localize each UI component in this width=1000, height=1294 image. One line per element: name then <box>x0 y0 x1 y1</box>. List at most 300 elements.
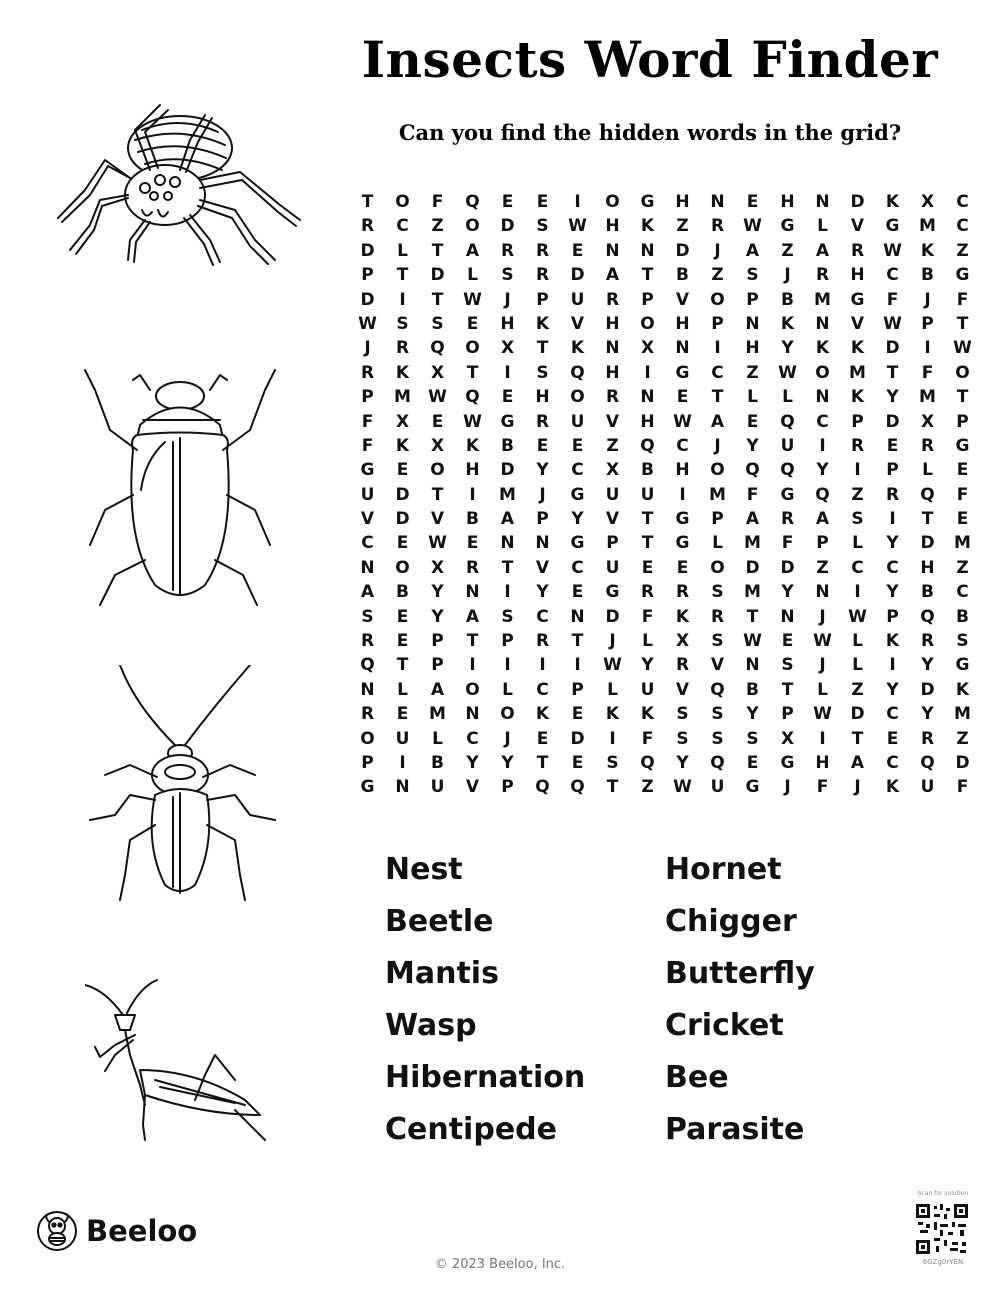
grid-letter[interactable]: R <box>920 631 935 652</box>
grid-letter[interactable]: K <box>570 338 585 359</box>
grid-letter[interactable]: Q <box>535 777 550 798</box>
grid-letter[interactable]: C <box>956 192 969 212</box>
grid-letter[interactable]: Y <box>571 509 584 530</box>
grid-letter[interactable]: V <box>360 509 375 530</box>
grid-letter[interactable]: C <box>676 435 689 456</box>
grid-letter[interactable]: C <box>886 704 899 725</box>
grid-letter[interactable]: Q <box>570 777 585 798</box>
grid-letter[interactable]: U <box>605 557 620 578</box>
grid-letter[interactable]: F <box>431 192 444 212</box>
grid-letter[interactable]: Y <box>781 582 794 603</box>
grid-letter[interactable]: H <box>815 752 830 773</box>
grid-letter[interactable]: E <box>501 192 514 212</box>
grid-letter[interactable]: M <box>849 362 866 383</box>
qr-code-icon[interactable] <box>914 1202 970 1256</box>
grid-letter[interactable]: X <box>780 728 795 749</box>
grid-letter[interactable]: V <box>465 777 480 798</box>
grid-letter[interactable]: E <box>396 631 409 652</box>
grid-letter[interactable]: H <box>605 362 620 383</box>
grid-letter[interactable]: P <box>361 387 374 408</box>
grid-letter[interactable]: A <box>815 240 830 261</box>
grid-letter[interactable]: N <box>815 582 830 603</box>
grid-letter[interactable]: N <box>640 387 655 408</box>
grid-letter[interactable]: L <box>502 679 513 700</box>
grid-letter[interactable]: Z <box>781 240 794 261</box>
grid-letter[interactable]: D <box>920 679 935 700</box>
grid-letter[interactable]: K <box>885 777 900 798</box>
grid-letter[interactable]: E <box>396 704 409 725</box>
grid-letter[interactable]: M <box>954 533 971 554</box>
grid-letter[interactable]: D <box>780 557 795 578</box>
grid-letter[interactable]: M <box>919 387 936 408</box>
grid-letter[interactable]: C <box>536 606 549 627</box>
grid-letter[interactable]: E <box>466 533 479 554</box>
grid-letter[interactable]: S <box>431 313 444 334</box>
grid-letter[interactable]: E <box>571 704 584 725</box>
grid-letter[interactable]: I <box>504 582 511 603</box>
grid-letter[interactable]: U <box>430 777 445 798</box>
grid-letter[interactable]: R <box>710 606 725 627</box>
grid-letter[interactable]: R <box>465 557 480 578</box>
grid-letter[interactable]: K <box>955 679 970 700</box>
grid-letter[interactable]: O <box>465 679 480 700</box>
grid-letter[interactable]: X <box>430 435 445 456</box>
grid-letter[interactable]: N <box>360 557 375 578</box>
grid-letter[interactable]: P <box>501 631 514 652</box>
grid-letter[interactable]: D <box>920 533 935 554</box>
grid-letter[interactable]: X <box>430 362 445 383</box>
grid-letter[interactable]: R <box>535 240 550 261</box>
grid-letter[interactable]: T <box>501 557 514 578</box>
grid-letter[interactable]: R <box>780 509 795 530</box>
grid-letter[interactable]: R <box>605 387 620 408</box>
grid-letter[interactable]: L <box>922 460 933 481</box>
grid-letter[interactable]: V <box>535 557 550 578</box>
grid-letter[interactable]: I <box>924 338 931 359</box>
grid-letter[interactable]: I <box>574 655 581 676</box>
grid-letter[interactable]: R <box>815 265 830 286</box>
grid-letter[interactable]: B <box>746 679 759 700</box>
grid-letter[interactable]: R <box>850 240 865 261</box>
grid-letter[interactable]: E <box>676 387 689 408</box>
grid-letter[interactable]: P <box>886 606 899 627</box>
grid-letter[interactable]: M <box>814 289 831 310</box>
grid-letter[interactable]: W <box>463 289 482 310</box>
grid-letter[interactable]: W <box>813 631 832 652</box>
grid-letter[interactable]: C <box>466 728 479 749</box>
grid-letter[interactable]: E <box>781 631 794 652</box>
grid-letter[interactable]: E <box>571 752 584 773</box>
grid-letter[interactable]: K <box>395 362 410 383</box>
grid-letter[interactable]: W <box>848 606 867 627</box>
grid-letter[interactable]: T <box>711 387 724 408</box>
grid-letter[interactable]: E <box>571 435 584 456</box>
grid-letter[interactable]: V <box>430 509 445 530</box>
grid-letter[interactable]: K <box>850 387 865 408</box>
grid-letter[interactable]: G <box>675 533 690 554</box>
grid-letter[interactable]: S <box>711 728 724 749</box>
grid-letter[interactable]: D <box>430 265 445 286</box>
grid-letter[interactable]: Q <box>745 460 760 481</box>
grid-letter[interactable]: I <box>609 728 616 749</box>
grid-letter[interactable]: K <box>535 313 550 334</box>
grid-letter[interactable]: E <box>536 728 549 749</box>
grid-letter[interactable]: X <box>500 338 515 359</box>
grid-letter[interactable]: J <box>364 338 371 359</box>
grid-letter[interactable]: D <box>955 752 970 773</box>
grid-letter[interactable]: H <box>465 460 480 481</box>
grid-letter[interactable]: L <box>852 631 863 652</box>
grid-letter[interactable]: T <box>431 240 444 261</box>
grid-letter[interactable]: Z <box>956 240 969 261</box>
grid-letter[interactable]: Q <box>430 338 445 359</box>
grid-letter[interactable]: S <box>501 606 514 627</box>
grid-letter[interactable]: Q <box>920 606 935 627</box>
grid-letter[interactable]: F <box>886 289 899 310</box>
grid-letter[interactable]: D <box>360 289 375 310</box>
grid-letter[interactable]: D <box>360 240 375 261</box>
grid-letter[interactable]: A <box>430 679 445 700</box>
grid-letter[interactable]: C <box>396 216 409 237</box>
grid-letter[interactable]: E <box>956 509 969 530</box>
grid-letter[interactable]: P <box>571 679 584 700</box>
grid-letter[interactable]: I <box>399 289 406 310</box>
grid-letter[interactable]: P <box>431 631 444 652</box>
grid-letter[interactable]: H <box>675 313 690 334</box>
grid-letter[interactable]: O <box>640 313 655 334</box>
grid-letter[interactable]: N <box>605 338 620 359</box>
grid-letter[interactable]: C <box>956 582 969 603</box>
grid-letter[interactable]: N <box>745 313 760 334</box>
grid-letter[interactable]: V <box>570 313 585 334</box>
grid-letter[interactable]: U <box>605 484 620 505</box>
word-search-grid[interactable] <box>350 190 980 800</box>
grid-letter[interactable]: I <box>889 655 896 676</box>
grid-letter[interactable]: E <box>641 557 654 578</box>
grid-letter[interactable]: U <box>360 484 375 505</box>
grid-letter[interactable]: C <box>886 752 899 773</box>
grid-letter[interactable]: E <box>571 240 584 261</box>
grid-letter[interactable]: V <box>850 313 865 334</box>
grid-letter[interactable]: R <box>675 655 690 676</box>
grid-letter[interactable]: R <box>640 582 655 603</box>
grid-letter[interactable]: G <box>640 192 655 212</box>
grid-letter[interactable]: V <box>710 655 725 676</box>
grid-letter[interactable]: I <box>504 362 511 383</box>
grid-letter[interactable]: X <box>605 460 620 481</box>
grid-letter[interactable]: G <box>780 752 795 773</box>
grid-letter[interactable]: Y <box>746 435 759 456</box>
grid-letter[interactable]: E <box>536 435 549 456</box>
grid-letter[interactable]: U <box>920 777 935 798</box>
grid-letter[interactable]: Z <box>431 216 444 237</box>
grid-letter[interactable]: X <box>395 411 410 432</box>
grid-letter[interactable]: N <box>815 192 830 212</box>
grid-letter[interactable]: L <box>782 387 793 408</box>
grid-letter[interactable]: B <box>466 509 479 530</box>
grid-letter[interactable]: Y <box>781 338 794 359</box>
grid-letter[interactable]: L <box>747 387 758 408</box>
grid-letter[interactable]: L <box>852 533 863 554</box>
grid-letter[interactable]: H <box>850 265 865 286</box>
grid-letter[interactable]: L <box>852 655 863 676</box>
grid-letter[interactable]: R <box>535 265 550 286</box>
grid-letter[interactable]: B <box>956 606 969 627</box>
grid-letter[interactable]: E <box>536 192 549 212</box>
grid-letter[interactable]: Q <box>710 752 725 773</box>
grid-letter[interactable]: T <box>851 728 864 749</box>
grid-letter[interactable]: P <box>501 777 514 798</box>
grid-letter[interactable]: W <box>673 777 692 798</box>
grid-letter[interactable]: T <box>571 631 584 652</box>
grid-letter[interactable]: Q <box>570 362 585 383</box>
grid-letter[interactable]: Y <box>536 460 549 481</box>
grid-letter[interactable]: Z <box>956 728 969 749</box>
grid-letter[interactable]: M <box>744 533 761 554</box>
grid-letter[interactable]: W <box>568 216 587 237</box>
grid-letter[interactable]: F <box>641 728 654 749</box>
grid-letter[interactable]: R <box>920 728 935 749</box>
grid-letter[interactable]: B <box>921 582 934 603</box>
grid-letter[interactable]: Y <box>431 606 444 627</box>
grid-letter[interactable]: G <box>500 411 515 432</box>
grid-letter[interactable]: Z <box>641 777 654 798</box>
grid-letter[interactable]: G <box>360 777 375 798</box>
grid-letter[interactable]: I <box>574 192 581 212</box>
grid-letter[interactable]: D <box>570 265 585 286</box>
grid-letter[interactable]: E <box>746 752 759 773</box>
grid-letter[interactable]: O <box>395 192 410 212</box>
grid-letter[interactable]: U <box>570 411 585 432</box>
grid-letter[interactable]: R <box>360 631 375 652</box>
grid-letter[interactable]: U <box>570 289 585 310</box>
grid-letter[interactable]: Y <box>886 533 899 554</box>
grid-letter[interactable]: A <box>605 265 620 286</box>
grid-letter[interactable]: D <box>745 557 760 578</box>
grid-letter[interactable]: U <box>710 777 725 798</box>
grid-letter[interactable]: J <box>819 606 826 627</box>
grid-letter[interactable]: I <box>539 655 546 676</box>
grid-letter[interactable]: X <box>430 557 445 578</box>
grid-letter[interactable]: T <box>396 655 409 676</box>
grid-letter[interactable]: I <box>819 435 826 456</box>
grid-letter[interactable]: Y <box>676 752 689 773</box>
grid-letter[interactable]: M <box>919 216 936 237</box>
grid-letter[interactable]: C <box>956 216 969 237</box>
grid-letter[interactable]: N <box>535 533 550 554</box>
grid-letter[interactable]: H <box>605 216 620 237</box>
grid-letter[interactable]: O <box>570 387 585 408</box>
grid-letter[interactable]: S <box>711 631 724 652</box>
grid-letter[interactable]: O <box>360 728 375 749</box>
grid-letter[interactable]: X <box>675 631 690 652</box>
grid-letter[interactable]: F <box>956 289 969 310</box>
grid-letter[interactable]: K <box>885 192 900 212</box>
grid-letter[interactable]: S <box>781 655 794 676</box>
grid-letter[interactable]: D <box>675 240 690 261</box>
grid-letter[interactable]: V <box>605 411 620 432</box>
grid-letter[interactable]: O <box>465 216 480 237</box>
grid-letter[interactable]: K <box>605 704 620 725</box>
grid-letter[interactable]: A <box>465 240 480 261</box>
grid-letter[interactable]: T <box>746 606 759 627</box>
grid-letter[interactable]: S <box>746 265 759 286</box>
grid-letter[interactable]: K <box>640 704 655 725</box>
grid-letter[interactable]: R <box>920 435 935 456</box>
grid-letter[interactable]: E <box>396 606 409 627</box>
grid-letter[interactable]: T <box>781 679 794 700</box>
grid-letter[interactable]: G <box>955 265 970 286</box>
grid-letter[interactable]: E <box>501 387 514 408</box>
grid-letter[interactable]: Y <box>886 679 899 700</box>
grid-letter[interactable]: R <box>675 582 690 603</box>
grid-letter[interactable]: S <box>956 631 969 652</box>
grid-letter[interactable]: N <box>640 240 655 261</box>
grid-letter[interactable]: P <box>536 289 549 310</box>
grid-letter[interactable]: Y <box>816 460 829 481</box>
grid-letter[interactable]: F <box>361 435 374 456</box>
grid-letter[interactable]: C <box>886 557 899 578</box>
grid-letter[interactable]: H <box>675 192 690 212</box>
grid-letter[interactable]: Q <box>815 484 830 505</box>
grid-letter[interactable]: H <box>500 313 515 334</box>
grid-letter[interactable]: Y <box>921 704 934 725</box>
grid-letter[interactable]: H <box>640 411 655 432</box>
grid-letter[interactable]: V <box>675 679 690 700</box>
grid-letter[interactable]: Q <box>920 752 935 773</box>
grid-letter[interactable]: W <box>463 411 482 432</box>
grid-letter[interactable]: T <box>361 192 374 212</box>
grid-letter[interactable]: Y <box>746 704 759 725</box>
grid-letter[interactable]: O <box>500 704 515 725</box>
grid-letter[interactable]: M <box>709 484 726 505</box>
grid-letter[interactable]: A <box>745 509 760 530</box>
grid-letter[interactable]: T <box>606 777 619 798</box>
grid-letter[interactable]: P <box>711 509 724 530</box>
grid-letter[interactable]: P <box>921 313 934 334</box>
grid-letter[interactable]: D <box>850 704 865 725</box>
grid-letter[interactable]: L <box>432 728 443 749</box>
grid-letter[interactable]: Y <box>886 582 899 603</box>
grid-letter[interactable]: N <box>780 606 795 627</box>
grid-letter[interactable]: E <box>956 460 969 481</box>
grid-letter[interactable]: F <box>746 484 759 505</box>
grid-letter[interactable]: W <box>883 313 902 334</box>
grid-letter[interactable]: J <box>819 655 826 676</box>
grid-letter[interactable]: P <box>711 313 724 334</box>
grid-letter[interactable]: F <box>816 777 829 798</box>
grid-letter[interactable]: X <box>640 338 655 359</box>
grid-letter[interactable]: Y <box>641 655 654 676</box>
grid-letter[interactable]: L <box>642 631 653 652</box>
grid-letter[interactable]: M <box>499 484 516 505</box>
grid-letter[interactable]: C <box>361 533 374 554</box>
grid-letter[interactable]: H <box>920 557 935 578</box>
grid-letter[interactable]: J <box>504 289 511 310</box>
grid-letter[interactable]: S <box>676 704 689 725</box>
grid-letter[interactable]: T <box>641 509 654 530</box>
grid-letter[interactable]: E <box>431 411 444 432</box>
grid-letter[interactable]: J <box>714 240 721 261</box>
grid-letter[interactable]: S <box>361 606 374 627</box>
grid-letter[interactable]: T <box>921 509 934 530</box>
grid-letter[interactable]: Z <box>676 216 689 237</box>
grid-letter[interactable]: S <box>851 509 864 530</box>
grid-letter[interactable]: K <box>780 313 795 334</box>
grid-letter[interactable]: B <box>501 435 514 456</box>
grid-letter[interactable]: K <box>535 704 550 725</box>
grid-letter[interactable]: A <box>465 606 480 627</box>
grid-letter[interactable]: I <box>644 362 651 383</box>
grid-letter[interactable]: Q <box>710 679 725 700</box>
grid-letter[interactable]: Z <box>851 484 864 505</box>
grid-letter[interactable]: C <box>816 411 829 432</box>
grid-letter[interactable]: I <box>504 655 511 676</box>
grid-letter[interactable]: Z <box>711 265 724 286</box>
grid-letter[interactable]: G <box>605 582 620 603</box>
grid-letter[interactable]: L <box>397 679 408 700</box>
grid-letter[interactable]: H <box>745 338 760 359</box>
grid-letter[interactable]: A <box>815 509 830 530</box>
grid-letter[interactable]: R <box>395 338 410 359</box>
grid-letter[interactable]: E <box>676 557 689 578</box>
grid-letter[interactable]: U <box>640 679 655 700</box>
grid-letter[interactable]: N <box>570 606 585 627</box>
grid-letter[interactable]: P <box>746 289 759 310</box>
grid-letter[interactable]: Q <box>640 752 655 773</box>
grid-letter[interactable]: O <box>955 362 970 383</box>
grid-letter[interactable]: S <box>606 752 619 773</box>
grid-letter[interactable]: T <box>536 752 549 773</box>
grid-letter[interactable]: T <box>466 362 479 383</box>
grid-letter[interactable]: R <box>710 216 725 237</box>
grid-letter[interactable]: F <box>956 777 969 798</box>
grid-letter[interactable]: B <box>781 289 794 310</box>
grid-letter[interactable]: P <box>781 704 794 725</box>
grid-letter[interactable]: H <box>675 460 690 481</box>
grid-letter[interactable]: W <box>358 313 377 334</box>
grid-letter[interactable]: J <box>784 265 791 286</box>
grid-letter[interactable]: X <box>920 192 935 212</box>
grid-letter[interactable]: D <box>605 606 620 627</box>
grid-letter[interactable]: U <box>780 435 795 456</box>
grid-letter[interactable]: Q <box>780 411 795 432</box>
grid-letter[interactable]: K <box>640 216 655 237</box>
grid-letter[interactable]: V <box>605 509 620 530</box>
grid-letter[interactable]: L <box>712 533 723 554</box>
grid-letter[interactable]: K <box>815 338 830 359</box>
grid-letter[interactable]: J <box>504 728 511 749</box>
grid-letter[interactable]: I <box>469 484 476 505</box>
grid-letter[interactable]: R <box>535 631 550 652</box>
grid-letter[interactable]: R <box>885 484 900 505</box>
grid-letter[interactable]: T <box>956 313 969 334</box>
grid-letter[interactable]: R <box>360 216 375 237</box>
grid-letter[interactable]: O <box>395 557 410 578</box>
grid-letter[interactable]: L <box>817 679 828 700</box>
grid-letter[interactable]: A <box>745 240 760 261</box>
grid-letter[interactable]: Y <box>536 582 549 603</box>
grid-letter[interactable]: D <box>570 728 585 749</box>
grid-letter[interactable]: R <box>500 240 515 261</box>
grid-letter[interactable]: Q <box>465 192 480 212</box>
grid-letter[interactable]: L <box>607 679 618 700</box>
grid-letter[interactable]: R <box>535 411 550 432</box>
grid-letter[interactable]: S <box>746 728 759 749</box>
grid-letter[interactable]: H <box>535 387 550 408</box>
grid-letter[interactable]: T <box>431 484 444 505</box>
grid-letter[interactable]: D <box>850 192 865 212</box>
